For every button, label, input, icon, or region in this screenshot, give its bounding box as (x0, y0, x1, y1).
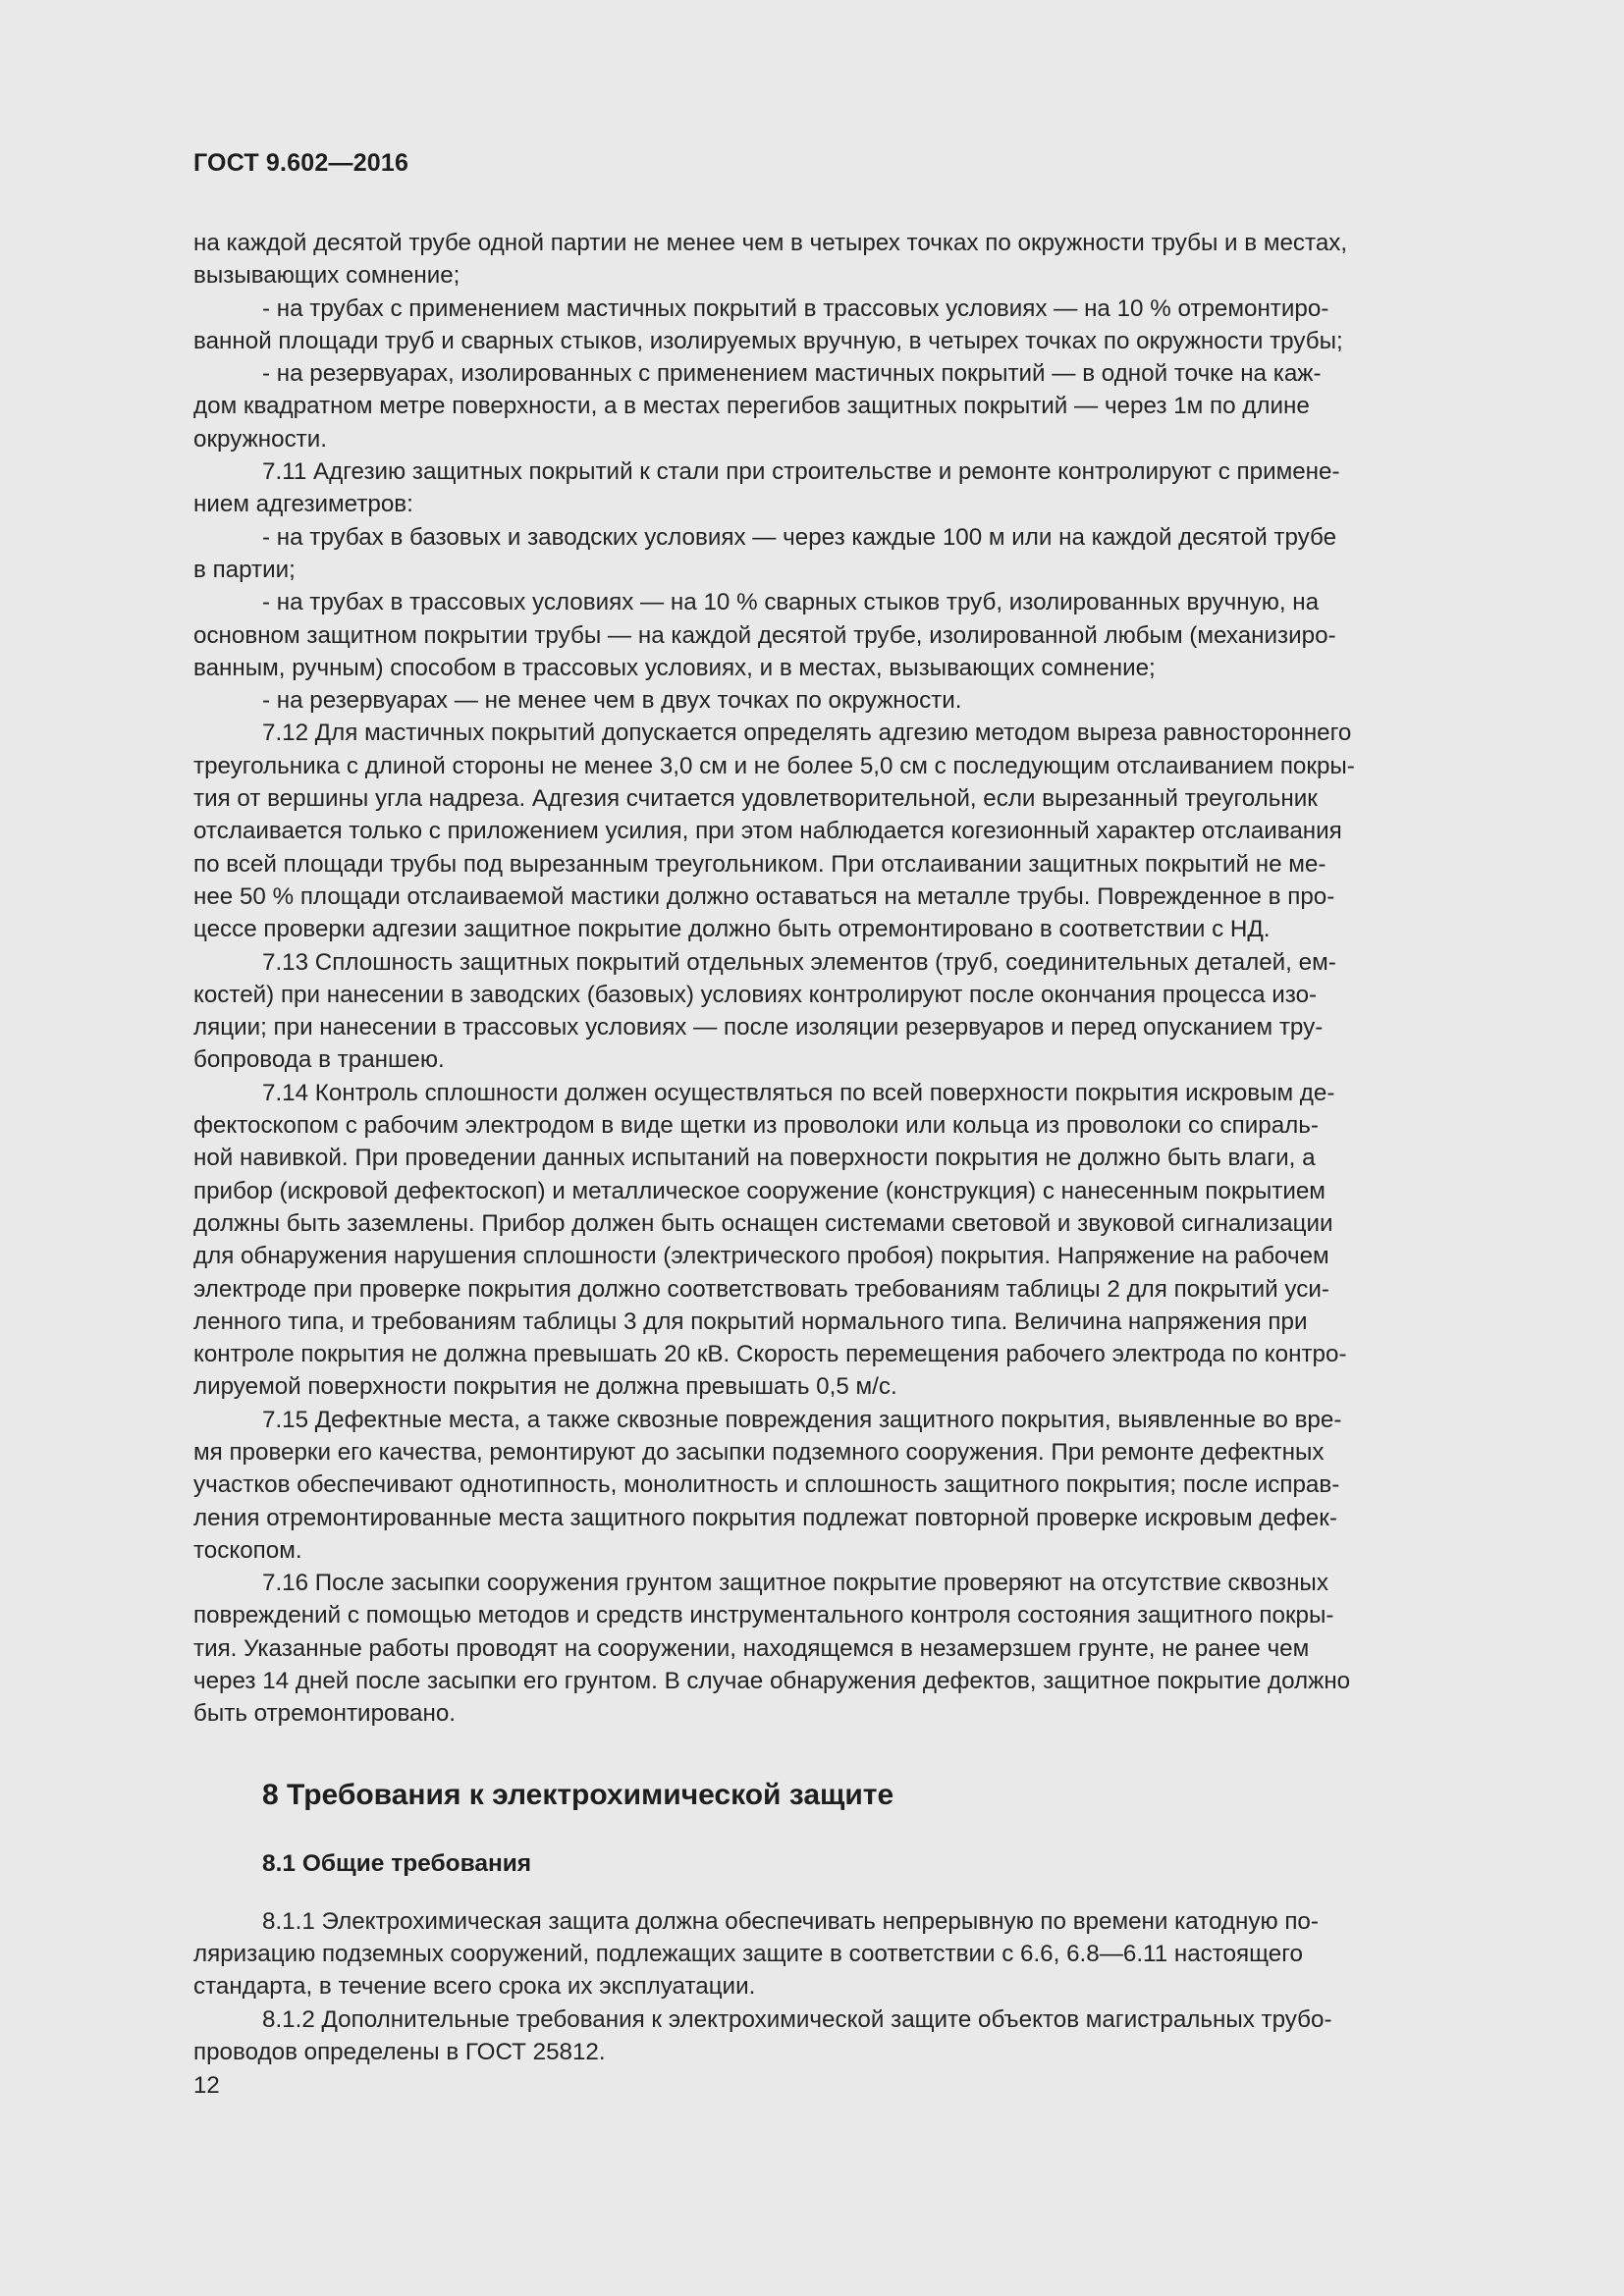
list-item: - на трубах с применением мастичных покрытий в трассовых условиях — на 10 % отремонтиро- ванной площади труб и сварных стыков, изолируемых вручную, в четырех точках по окружности трубы; (193, 294, 1343, 354)
paragraph-7-16: 7.16 После засыпки сооружения грунтом защитное покрытие проверяют на отсутствие сквозных повреждений с помощью методов и средств инструментального контроля состояния защитного покры- тия. Указанные работы проводят на сооружении, находящемся в незамерзшем грунте, не ранее чем через 14 дней после засыпки его грунтом. В случае обнаружения дефектов, защитное покрытие должно быть отремонтировано. (193, 1570, 1351, 1728)
standard-header: ГОСТ 9.602—2016 (193, 149, 409, 177)
list-item: - на резервуарах, изолированных с применением мастичных покрытий — в одной точке на каж- дом квадратном метре поверхности, а в местах перегибов защитных покрытий — через 1м по длине окружности. (193, 360, 1322, 453)
paragraph-7-13: 7.13 Сплошность защитных покрытий отдельных элементов (труб, соединительных деталей, ем- костей) при нанесении в заводских (базовых) условиях контролируют после окончания процесса изо- ляции; при нанесении в трассовых условиях — после изоляции резервуаров и перед опусканием тру- бопровода в траншею. (193, 948, 1336, 1074)
paragraph-7-15: 7.15 Дефектные места, а также сквозные повреждения защитного покрытия, выявленные во вре- мя проверки его качества, ремонтируют до засыпки подземного сооружения. При ремонте дефектных участков обеспечивают однотипность, монолитность и сплошность защитного покрытия; после исправ- ления отремонтированные места защитного покрытия подлежат повторной проверке искровым дефек- тоскопом. (193, 1406, 1342, 1564)
paragraph-7-12: 7.12 Для мастичных покрытий допускается определять адгезию методом выреза равностороннего треугольника с длиной стороны не менее 3,0 см и не более 5,0 см с последующим отслаиванием покры- тия от вершины угла надреза. Адгезия считается удовлетворительной, если вырезанный треугольник отслаивается только с приложением усилия, при этом наблюдается когезионный характер отслаивания по всей площади трубы под вырезанным треугольником. При отслаивании защитных покрытий не ме- нее 50 % площади отслаиваемой мастики должно оставаться на металле трубы. Поврежденное в про- цессе проверки адгезии защитное покрытие должно быть отремонтировано в соответствии с НД. (193, 720, 1355, 943)
paragraph: на каждой десятой трубе одной партии не менее чем в четырех точках по окружности трубы и в местах, вызывающих сомнение; (193, 230, 1348, 290)
document-page (193, 0, 1507, 2296)
section-heading: 8 Требования к электрохимической защите (262, 1778, 894, 1811)
paragraph-8-1-2: 8.1.2 Дополнительные требования к электрохимической защите объектов магистральных трубо- проводов определены в ГОСТ 25812. (193, 2005, 1332, 2065)
paragraph-8-1-1: 8.1.1 Электрохимическая защита должна обеспечивать непрерывную по времени катодную по- ляризацию подземных сооружений, подлежащих защите в соответствии с 6.6, 6.8—6.11 настоящего стандарта, в течение всего срока их эксплуатации. (193, 1907, 1319, 2001)
paragraph-7-14: 7.14 Контроль сплошности должен осуществляться по всей поверхности покрытия искровым де- фектоскопом с рабочим электродом в виде щетки из проволоки или кольца из проволоки со спираль- ной навивкой. При проведении данных испытаний на поверхности покрытия не должно быть влаги, а прибор (искровой дефектоскоп) и металлическое сооружение (конструкция) с нанесенным покрытием должны быть заземлены. Прибор должен быть оснащен системами световой и звуковой сигнализации для обнаружения нарушения сплошности (электрического пробоя) покрытия. Напряжение на рабочем электроде при проверке покрытия должно соответствовать требованиям таблицы 2 для покрытий уси- ленного типа, и требованиям таблицы 3 для покрытий нормального типа. Величина напряжения при контроле покрытия не должна превышать 20 кВ. Скорость перемещения рабочего электрода по контро- лируемой поверхности покрытия не должна превышать 0,5 м/с. (193, 1079, 1347, 1401)
page-number: 12 (193, 2072, 220, 2099)
list-item: - на трубах в трассовых условиях — на 10 % сварных стыков труб, изолированных вручную, на основном защитном покрытии трубы — на каждой десятой трубе, изолированной любым (механизиро- ванным, ручным) способом в трассовых условиях, и в местах, вызывающих сомнение; (193, 589, 1336, 681)
subsection-heading: 8.1 Общие требования (262, 1849, 532, 1877)
paragraph-7-11: 7.11 Адгезию защитных покрытий к стали при строительстве и ремонте контролируют с примене- нием адгезиметров: (193, 458, 1340, 518)
body-text (193, 227, 1507, 2068)
list-item: - на трубах в базовых и заводских условиях — через каждые 100 м или на каждой десятой трубе в партии; (193, 523, 1337, 583)
list-item: - на резервуарах — не менее чем в двух точках по окружности. (262, 687, 962, 715)
